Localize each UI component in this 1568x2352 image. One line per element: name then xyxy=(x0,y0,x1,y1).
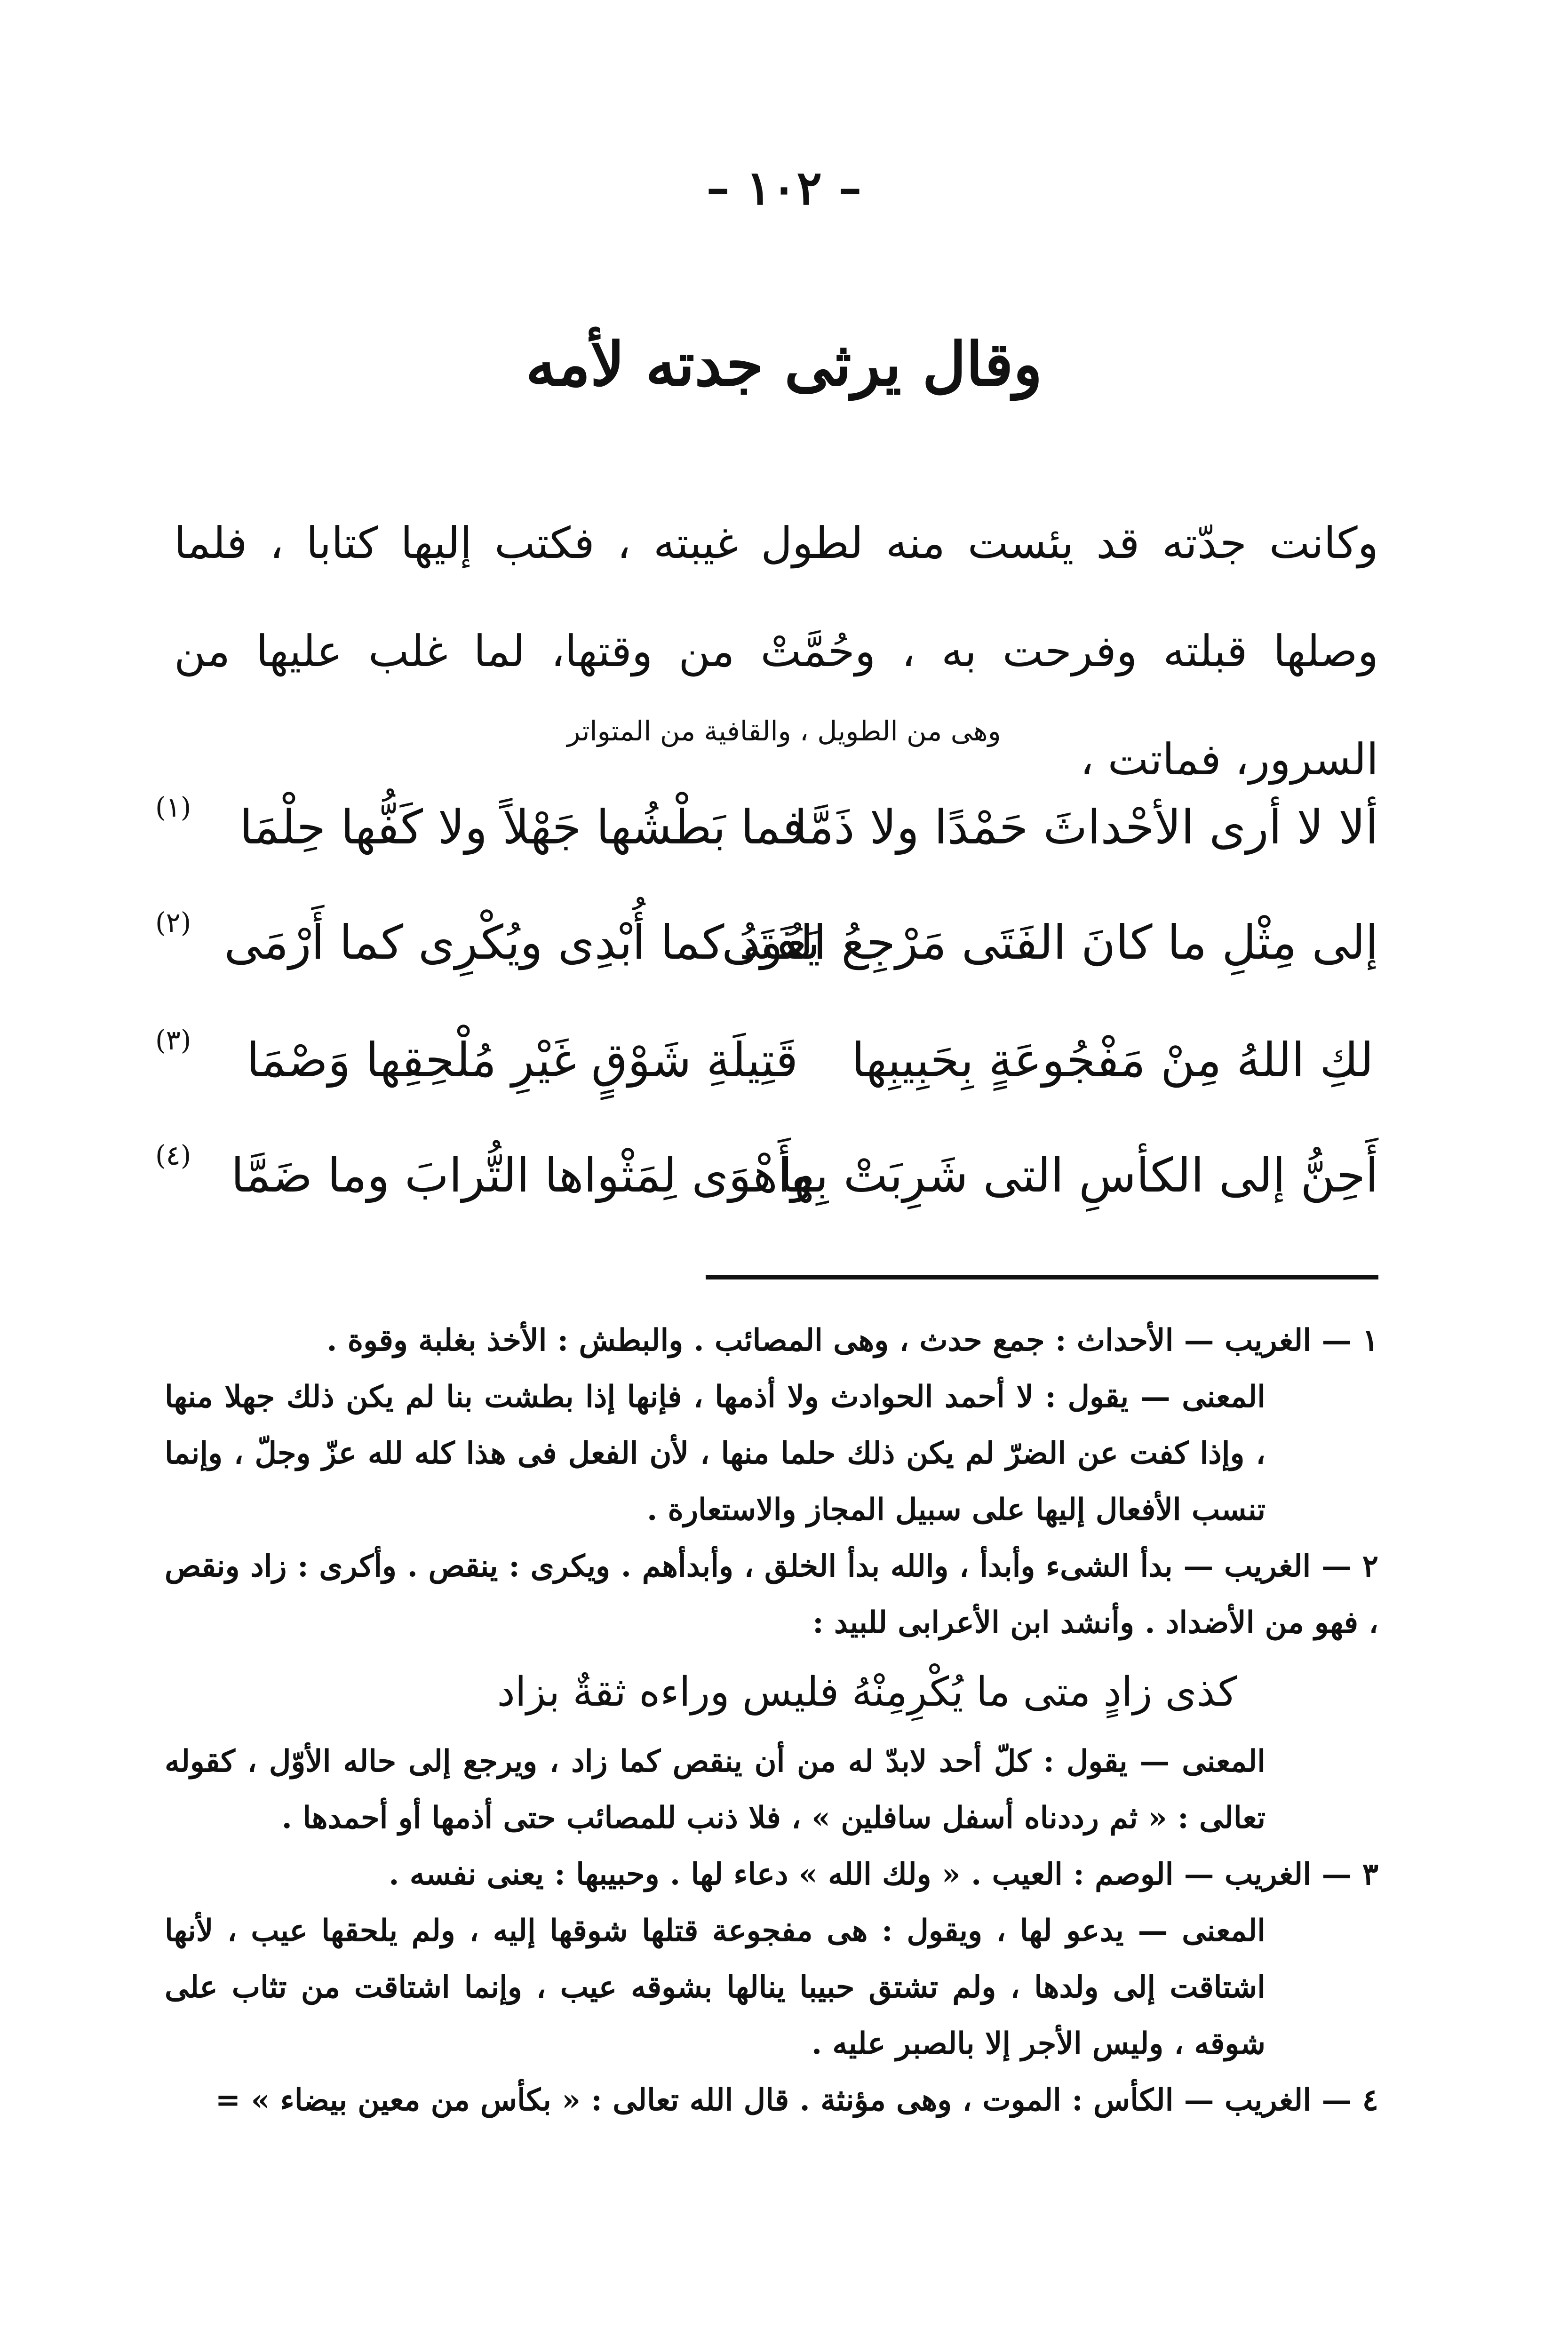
verse-line xyxy=(155,1139,1378,1261)
footnote-reference: (٣) xyxy=(155,1024,191,1056)
footnote-2-meaning: المعنى — يقول : كلّ أحد لابدّ له من أن ينقص كما زاد ، ويرجع إلى حاله الأوّل ، كقوله تعالى : « ثم رددناه أسفل سافلين » ، فلا ذنب للمصائب حتى أذمها أو أحمدها . xyxy=(165,1744,1266,1836)
verse-first-hemistich: إلى مِثْلِ ما كانَ الفَتَى مَرْجِعُ الفَتَى xyxy=(722,915,1378,970)
verse-first-hemistich: ألا لا أرى الأحْداثَ حَمْدًا ولا ذَمَّا xyxy=(794,800,1378,855)
footnote-2-quoted-verse: كذى زادٍ متى ما يُكْرِمِنْهُ فليس وراءه ثقةٌ بزاد xyxy=(497,1669,1237,1716)
footnote-reference: (٤) xyxy=(155,1139,191,1171)
verse-line xyxy=(155,791,1378,913)
verse-second-hemistich: يَعُودُ كما أُبْدِى ويُكْرِى كما أَرْمَى xyxy=(224,915,820,970)
poem-title: وقال يرثى جدته لأمه xyxy=(525,329,1043,400)
meter-note: وهى من الطويل ، والقافية من المتواتر xyxy=(567,715,1001,747)
verse-second-hemistich: وأَهْوَى لِمَثْواها التُّرابَ وما ضَمَّا xyxy=(231,1148,814,1203)
verse-second-hemistich: قَتِيلَةِ شَوْقٍ غَيْرِ مُلْحِقِها وَصْمَا xyxy=(246,1033,798,1088)
footnote-2-gharib: ٢ — الغريب — بدأ الشىء وأبدأ ، والله بدأ الخلق ، وأبدأهم . ويكرى : ينقص . وأكرى : زاد ونقص ، فهو من الأضداد . وأنشد ابن الأعرابى للبيد : xyxy=(165,1549,1378,1640)
footnote-reference: (٢) xyxy=(155,906,191,938)
verse-first-hemistich: لكِ اللهُ مِنْ مَفْجُوعَةٍ بِحَبِيبِها xyxy=(852,1033,1374,1088)
footnote-reference: (١) xyxy=(155,791,191,823)
footnote-divider xyxy=(706,1275,1378,1279)
footnote-3-gharib: ٣ — الغريب — الوصم : العيب . « ولك الله » دعاء لها . وحبيبها : يعنى نفسه . xyxy=(389,1857,1378,1892)
page-number: – ١٠٢ – xyxy=(706,160,862,215)
verse-first-hemistich: أَحِنُّ إلى الكأسِ التى شَرِبَتْ بِها xyxy=(779,1148,1378,1203)
verse-line xyxy=(155,1024,1378,1145)
footnote-1-meaning: المعنى — يقول : لا أحمد الحوادث ولا أذمها ، فإنها إذا بطشت بنا لم يكن ذلك جهلا منها ، وإذا كفت عن الضرّ لم يكن ذلك حلما منها ، لأن الفعل فى هذا كله لله عزّ وجلّ ، وإنما تنسب الأفعال إليها على سبيل المجاز والاستعارة . xyxy=(165,1379,1266,1527)
verse-second-hemistich: فما بَطْشُها جَهْلاً ولا كَفُّها حِلْمَا xyxy=(239,800,805,855)
footnote-3-meaning: المعنى — يدعو لها ، ويقول : هى مفجوعة قتلها شوقها إليه ، ولم يلحقها عيب ، لأنها اشتاقت إلى ولدها ، ولم تشتق حبيبا ينالها بشوقه عيب ، وإنما اشتاقت من تثاب على شوقه ، وليس الأجر إلا بالصبر عليه . xyxy=(165,1913,1266,2061)
verse-line xyxy=(155,906,1378,1028)
footnote-4-gharib: ٤ — الغريب — الكأس : الموت ، وهى مؤنثة . قال الله تعالى : « بكأس من معين بيضاء » = xyxy=(215,2082,1378,2118)
intro-paragraph: وكانت جدّته قد يئست منه لطول غيبته ، فكتب إليها كتابا ، فلما وصلها قبلته وفرحت به ، وحُمَّتْ من وقتها، لما غلب عليها من السرور، فماتت ، xyxy=(174,518,1378,785)
footnotes-section xyxy=(165,1312,1378,2129)
footnote-1-gharib: ١ — الغريب — الأحداث : جمع حدث ، وهى المصائب . والبطش : الأخذ بغلبة وقوة . xyxy=(326,1323,1378,1358)
